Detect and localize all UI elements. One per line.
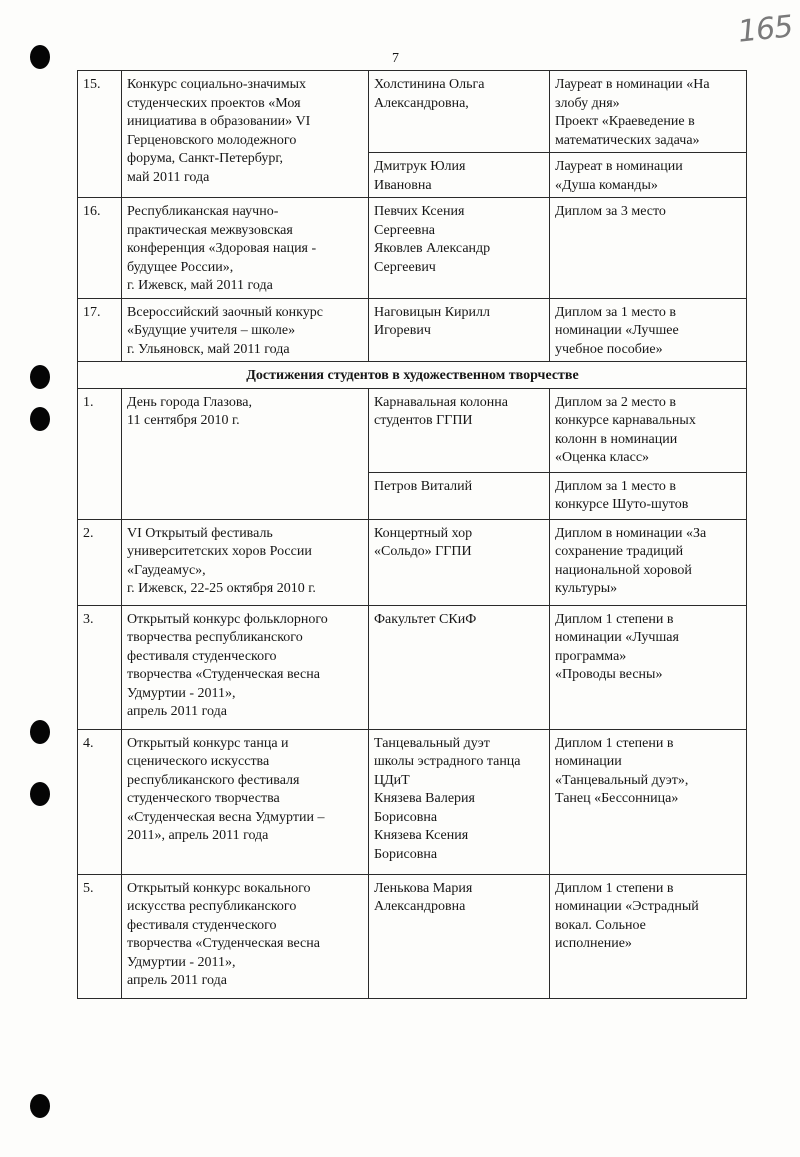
participant-name: Концертный хор «Сольдо» ГГПИ: [369, 519, 550, 605]
award-result: Лауреат в номинации «Душа команды»: [550, 153, 747, 198]
row-number: 15.: [78, 71, 122, 198]
award-result: Диплом в номинации «За сохранение традиций национальной хоровой культуры»: [550, 519, 747, 605]
table-row: [78, 198, 747, 299]
participant-name: Певчих Ксения Сергеевна Яковлев Александр Сергеевич: [369, 198, 550, 299]
award-result: Диплом 1 степени в номинации «Танцевальный дуэт», Танец «Бессонница»: [550, 729, 747, 874]
table-row: [78, 729, 747, 874]
award-result: Диплом за 2 место в конкурсе карнавальных колонн в номинации «Оценка класс»: [550, 388, 747, 472]
award-result: Диплом 1 степени в номинации «Эстрадный вокал. Сольное исполнение»: [550, 874, 747, 998]
participant-name: Факультет СКиФ: [369, 605, 550, 729]
event-name: Открытый конкурс фольклорного творчества республиканского фестиваля студенческого творчества «Студенческая весна Удмуртии - 2011», апрель 2011 года: [122, 605, 369, 729]
participant-name: Танцевальный дуэт школы эстрадного танца ЦДиТ Князева Валерия Борисовна Князева Ксения Борисовна: [369, 729, 550, 874]
table-row: [78, 71, 747, 153]
participant-name: Ленькова Мария Александровна: [369, 874, 550, 998]
row-number: 5.: [78, 874, 122, 998]
binder-hole: [30, 365, 50, 389]
award-result: Диплом за 1 место в номинации «Лучшее учебное пособие»: [550, 298, 747, 362]
row-number: 4.: [78, 729, 122, 874]
participant-name: Дмитрук Юлия Ивановна: [369, 153, 550, 198]
event-name: Конкурс социально-значимых студенческих проектов «Моя инициатива в образовании» VI Герценовского молодежного форума, Санкт-Петербург, май 2011 года: [122, 71, 369, 198]
event-name: VI Открытый фестиваль университетских хоров России «Гаудеамус», г. Ижевск, 22-25 октября 2010 г.: [122, 519, 369, 605]
handwritten-sheet-number: 165: [736, 9, 794, 50]
row-number: 3.: [78, 605, 122, 729]
event-name: Открытый конкурс вокального искусства республиканского фестиваля студенческого творчества «Студенческая весна Удмуртии - 2011», апрель 2011 года: [122, 874, 369, 998]
table-row: [78, 298, 747, 362]
event-name: Всероссийский заочный конкурс «Будущие учителя – школе» г. Ульяновск, май 2011 года: [122, 298, 369, 362]
binder-hole: [30, 407, 50, 431]
award-result: Диплом 1 степени в номинации «Лучшая программа» «Проводы весны»: [550, 605, 747, 729]
binder-hole: [30, 45, 50, 69]
event-name: Открытый конкурс танца и сценического искусства республиканского фестиваля студенческого творчества «Студенческая весна Удмуртии – 2011», апрель 2011 года: [122, 729, 369, 874]
page-number: 7: [392, 51, 399, 66]
table-row: [78, 519, 747, 605]
achievements-table: [77, 70, 747, 999]
competition-rows: [78, 71, 747, 362]
row-number: 16.: [78, 198, 122, 299]
table-row: [78, 388, 747, 472]
binder-hole: [30, 720, 50, 744]
table-row: [78, 874, 747, 998]
award-result: Диплом за 3 место: [550, 198, 747, 299]
table-row: [78, 605, 747, 729]
event-name: Республиканская научно- практическая межвузовская конференция «Здоровая нация - будущее России», г. Ижевск, май 2011 года: [122, 198, 369, 299]
row-number: 17.: [78, 298, 122, 362]
award-result: Лауреат в номинации «На злобу дня» Проект «Краеведение в математических задача»: [550, 71, 747, 153]
participant-name: Карнавальная колонна студентов ГГПИ: [369, 388, 550, 472]
binder-hole: [30, 1094, 50, 1118]
award-result: Диплом за 1 место в конкурсе Шуто-шутов: [550, 472, 747, 519]
section-title: Достижения студентов в художественном творчестве: [78, 362, 747, 389]
participant-name: Петров Виталий: [369, 472, 550, 519]
participant-name: Холстинина Ольга Александровна,: [369, 71, 550, 153]
row-number: 2.: [78, 519, 122, 605]
section-heading-row: [78, 362, 747, 389]
event-name: День города Глазова, 11 сентября 2010 г.: [122, 388, 369, 519]
row-number: 1.: [78, 388, 122, 519]
binder-hole: [30, 782, 50, 806]
art-achievement-rows: [78, 388, 747, 998]
participant-name: Наговицын Кирилл Игоревич: [369, 298, 550, 362]
